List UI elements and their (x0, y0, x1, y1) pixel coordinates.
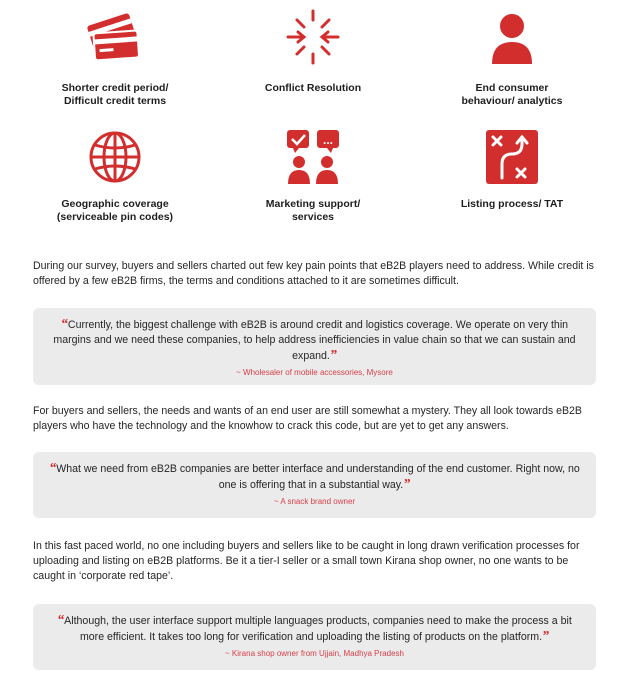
close-quote-mark: ” (329, 348, 337, 363)
close-quote-mark: ” (403, 477, 411, 492)
close-quote-mark: ” (542, 629, 550, 644)
conflict-arrows-icon (283, 6, 343, 68)
svg-text:...: ... (322, 133, 334, 147)
open-quote-mark: “ (49, 461, 57, 476)
pain-point-credit (15, 6, 215, 108)
route-icon (482, 126, 542, 188)
quote-card (33, 604, 596, 670)
globe-icon (85, 126, 145, 188)
pain-point-label: Marketing support/ services (265, 198, 361, 223)
quote-card (33, 452, 596, 518)
person-icon (482, 6, 542, 68)
open-quote-mark: “ (57, 613, 65, 628)
chat-people-icon (283, 126, 343, 188)
intro-paragraph: During our survey, buyers and sellers charted out few key pain points that eB2B players need to address. While credit is offered by a few eB2B firms, the terms and conditions attached to it are sometimes difficult. (33, 260, 594, 287)
pain-point-label: Shorter credit period/ Difficult credit terms (61, 82, 169, 107)
pain-point-consumer (412, 6, 612, 108)
pain-point-conflict (213, 6, 413, 95)
pain-point-label: Listing process/ TAT (460, 198, 564, 210)
verification-paragraph: In this fast paced world, no one including buyers and sellers like to be caught in long drawn verification processes for uploading and listing on eB2B platforms. Be it a tier-I seller or a small town Kirana shop owner, no one wants to be caught in ‘corporate red tape’. (33, 540, 580, 582)
pain-point-label: End consumer behaviour/ analytics (461, 82, 563, 107)
pain-point-label: Conflict Resolution (264, 82, 362, 94)
quote-text (47, 317, 582, 364)
pain-point-label: Geographic coverage (serviceable pin codes) (56, 198, 174, 223)
open-quote-mark: “ (60, 317, 68, 332)
quote-body: What we need from eB2B companies are better interface and understanding of the end customer. Right now, no one is offering that in a substantial way. (56, 463, 580, 491)
pain-point-marketing (213, 126, 413, 224)
consumer-paragraph: For buyers and sellers, the needs and wants of an end user are still somewhat a mystery. They all look towards eB2B players who have the technology and the knowhow to crack this code, but are yet to get any answers. (33, 405, 582, 432)
pain-point-geographic (15, 126, 215, 224)
pain-point-listing (412, 126, 612, 211)
quote-attribution: ~ Kirana shop owner from Ujjain, Madhya Pradesh (225, 649, 404, 658)
quote-text (47, 461, 582, 493)
quote-attribution: ~ A snack brand owner (273, 497, 356, 506)
quote-body: Although, the user interface support multiple languages products, companies need to make the process a bit more efficient. It takes too long for verification and uploading the listing of products on the platform. (64, 615, 572, 643)
pain-points-grid (0, 0, 626, 235)
quote-attribution: ~ Wholesaler of mobile accessories, Mysore (236, 368, 393, 377)
quote-body: Currently, the biggest challenge with eB2B is around credit and logistics coverage. We operate on very thin margins and we need these companies, to help address inefficiencies in value chain so that we can sustain and expand. (53, 319, 576, 362)
quote-text (47, 613, 582, 645)
quote-card (33, 308, 596, 385)
credit-cards-icon (85, 6, 145, 68)
